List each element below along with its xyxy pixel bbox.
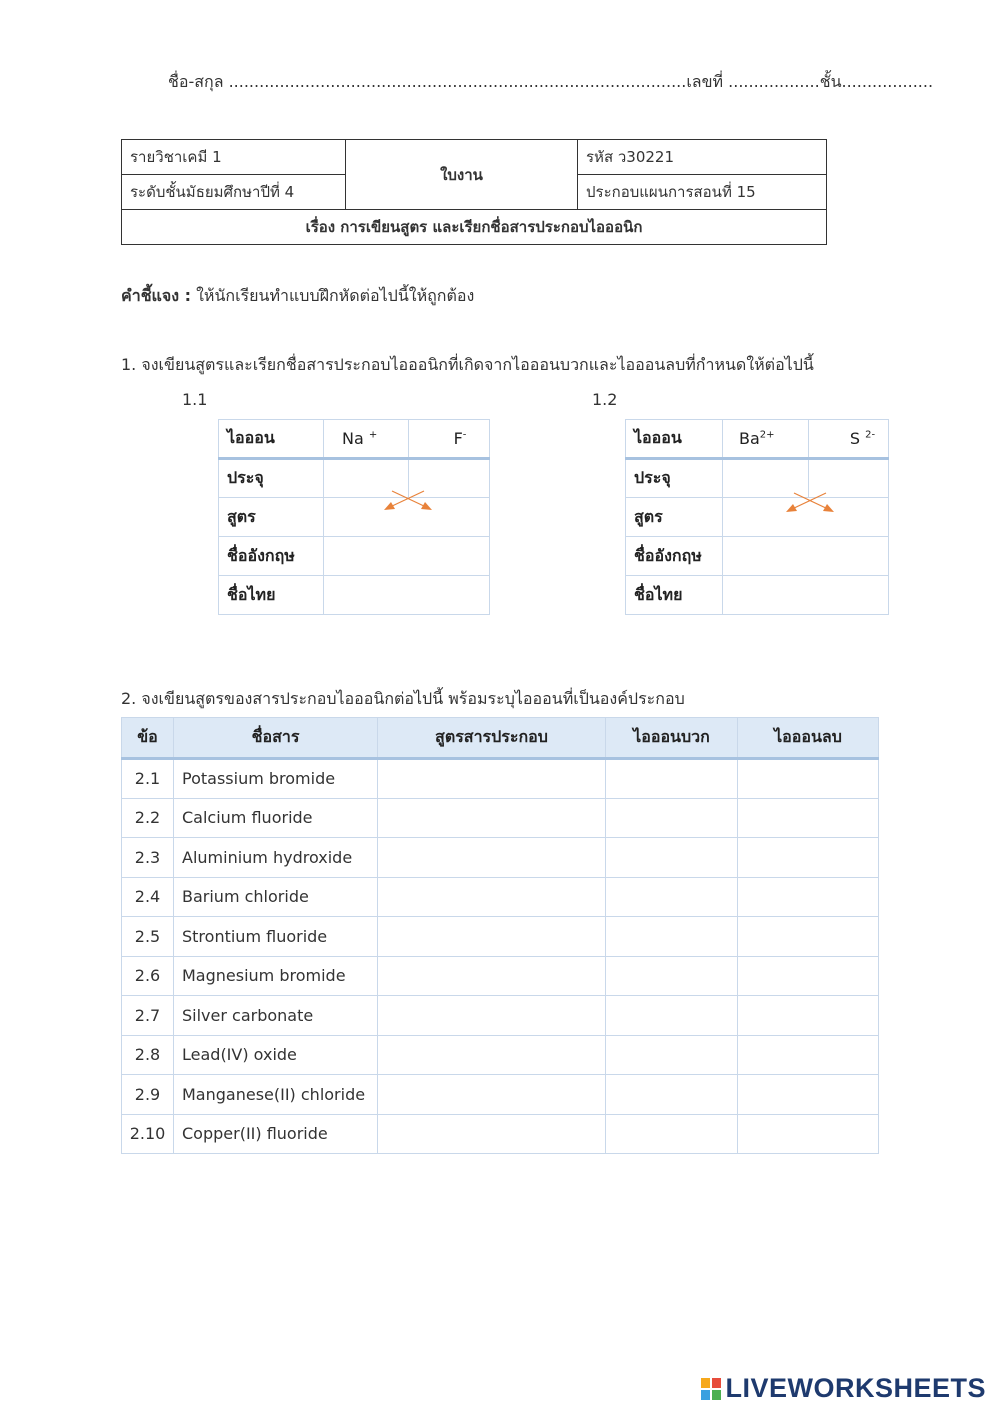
cation-input[interactable] [606, 956, 738, 996]
cation-input[interactable] [606, 1035, 738, 1075]
anion-input[interactable] [738, 838, 879, 878]
anion-input[interactable] [738, 759, 879, 799]
anion-input[interactable] [738, 1035, 879, 1075]
row-number: 2.6 [122, 956, 174, 996]
row-label-charge: ประจุ [626, 459, 723, 498]
row-label-english-name: ชื่ออังกฤษ [626, 537, 723, 576]
subject-cell: รายวิชาเคมี 1 [122, 140, 346, 175]
col-header-cation: ไอออนบวก [606, 718, 738, 759]
table-row [122, 917, 879, 957]
ion-table-1-2 [625, 419, 889, 615]
anion-input[interactable] [738, 917, 879, 957]
instruction-text: ให้นักเรียนทำแบบฝึกหัดต่อไปนี้ให้ถูกต้อง [191, 286, 475, 305]
anion-cell [809, 420, 889, 459]
row-number: 2.1 [122, 759, 174, 799]
table-row [122, 877, 879, 917]
cation-input[interactable] [606, 1114, 738, 1154]
anion-input[interactable] [738, 996, 879, 1036]
formula-input[interactable] [378, 956, 606, 996]
formula-input[interactable] [378, 1075, 606, 1115]
formula-input[interactable] [378, 917, 606, 957]
anion-symbol: F [453, 429, 463, 448]
formula-input[interactable] [378, 877, 606, 917]
anion-input[interactable] [738, 798, 879, 838]
sub-question-1-1-label: 1.1 [182, 390, 208, 409]
row-label-formula: สูตร [626, 498, 723, 537]
cation-input[interactable] [606, 996, 738, 1036]
anion-input[interactable] [738, 877, 879, 917]
cation-input[interactable] [606, 877, 738, 917]
cation-symbol: Na [342, 429, 364, 448]
course-code-cell: รหัส ว30221 [578, 140, 827, 175]
cation-cell [723, 420, 809, 459]
cation-symbol: Ba [739, 429, 760, 448]
compound-name: Magnesium bromide [174, 956, 378, 996]
compound-name: Silver carbonate [174, 996, 378, 1036]
table-row [122, 1114, 879, 1154]
formula-input[interactable] [378, 838, 606, 878]
row-label-ion: ไอออน [219, 420, 324, 459]
cation-charge: + [368, 429, 378, 441]
cation-input[interactable] [606, 798, 738, 838]
anion-cell [409, 420, 490, 459]
formula-input[interactable] [378, 759, 606, 799]
worksheet-title: ใบงาน [346, 140, 578, 210]
grade-level-cell: ระดับชั้นมัธยมศึกษาปีที่ 4 [122, 175, 346, 210]
formula-input[interactable] [378, 1114, 606, 1154]
col-header-anion: ไอออนลบ [738, 718, 879, 759]
compound-name: Copper(II) fluoride [174, 1114, 378, 1154]
row-number: 2.9 [122, 1075, 174, 1115]
compound-name: Strontium fluoride [174, 917, 378, 957]
cation-cell [324, 420, 409, 459]
anion-input[interactable] [738, 1114, 879, 1154]
sub-question-1-2-label: 1.2 [592, 390, 618, 409]
cross-arrows-icon [380, 487, 436, 513]
row-label-formula: สูตร [219, 498, 324, 537]
cross-arrows-icon [782, 489, 838, 515]
anion-charge: 2- [865, 429, 876, 441]
instruction-label: คำชี้แจง : [121, 286, 192, 305]
row-number: 2.3 [122, 838, 174, 878]
lesson-plan-cell: ประกอบแผนการสอนที่ 15 [578, 175, 827, 210]
table-row [122, 996, 879, 1036]
table-row [122, 956, 879, 996]
row-label-thai-name: ชื่อไทย [219, 576, 324, 615]
row-label-english-name: ชื่ออังกฤษ [219, 537, 324, 576]
row-number: 2.4 [122, 877, 174, 917]
thai-name-input[interactable] [324, 576, 490, 615]
table-row [122, 798, 879, 838]
cation-input[interactable] [606, 838, 738, 878]
compound-name: Calcium fluoride [174, 798, 378, 838]
question-1-text: 1. จงเขียนสูตรและเรียกชื่อสารประกอบไอออนิกที่เกิดจากไอออนบวกและไอออนลบที่กำหนดให้ต่อไปนี้ [121, 355, 814, 374]
compound-table [121, 717, 879, 1154]
table-row [122, 838, 879, 878]
header-table [121, 139, 827, 245]
table-row [122, 1075, 879, 1115]
compound-name: Potassium bromide [174, 759, 378, 799]
compound-name: Lead(IV) oxide [174, 1035, 378, 1075]
formula-input[interactable] [378, 996, 606, 1036]
english-name-input[interactable] [324, 537, 490, 576]
question-2-text: 2. จงเขียนสูตรของสารประกอบไอออนิกต่อไปนี้ พร้อมระบุไอออนที่เป็นองค์ประกอบ [121, 689, 685, 708]
table-row [122, 759, 879, 799]
cation-charge: 2+ [759, 429, 775, 441]
brand-text: LIVEWORKSHEETS [725, 1373, 986, 1403]
english-name-input[interactable] [723, 537, 889, 576]
row-number: 2.8 [122, 1035, 174, 1075]
row-label-ion: ไอออน [626, 420, 723, 459]
row-number: 2.5 [122, 917, 174, 957]
compound-name: Barium chloride [174, 877, 378, 917]
row-label-charge: ประจุ [219, 459, 324, 498]
student-name-line: ชื่อ-สกุล ..........................................................................................เลขที่ ..................ชั้น.................. [168, 72, 934, 91]
anion-symbol: S [849, 429, 861, 448]
cation-input[interactable] [606, 759, 738, 799]
formula-input[interactable] [378, 1035, 606, 1075]
col-header-name: ชื่อสาร [174, 718, 378, 759]
col-header-formula: สูตรสารประกอบ [378, 718, 606, 759]
row-number: 2.2 [122, 798, 174, 838]
liveworksheets-logo-icon [701, 1378, 721, 1400]
cation-input[interactable] [606, 917, 738, 957]
compound-name: Manganese(II) chloride [174, 1075, 378, 1115]
cation-input[interactable] [606, 1075, 738, 1115]
anion-charge: - [462, 429, 467, 441]
instruction [121, 284, 474, 309]
formula-input[interactable] [378, 798, 606, 838]
ion-table-1-1 [218, 419, 490, 615]
table-row [122, 1035, 879, 1075]
liveworksheets-brand [701, 1373, 986, 1404]
row-number: 2.10 [122, 1114, 174, 1154]
col-header-number: ข้อ [122, 718, 174, 759]
anion-input[interactable] [738, 956, 879, 996]
topic-title: เรื่อง การเขียนสูตร และเรียกชื่อสารประกอบไอออนิก [122, 210, 827, 245]
anion-input[interactable] [738, 1075, 879, 1115]
compound-name: Aluminium hydroxide [174, 838, 378, 878]
thai-name-input[interactable] [723, 576, 889, 615]
row-label-thai-name: ชื่อไทย [626, 576, 723, 615]
row-number: 2.7 [122, 996, 174, 1036]
